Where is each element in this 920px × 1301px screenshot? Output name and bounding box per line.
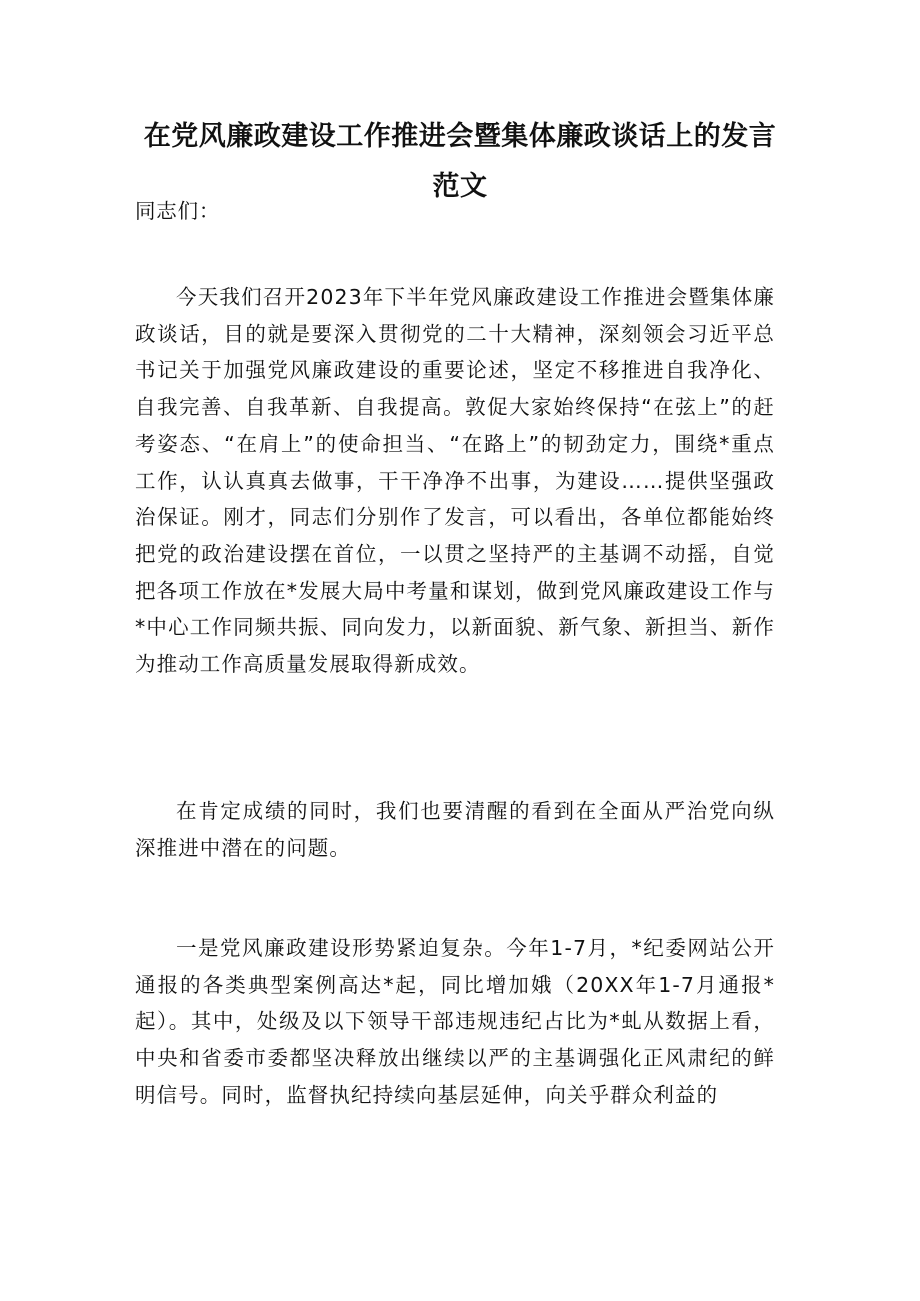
paragraph: 在肯定成绩的同时，我们也要清醒的看到在全面从严治党向纵深推进中潜在的问题。 — [135, 799, 775, 860]
paragraph: 今天我们召开2023年下半年党风廉政建设工作推进会暨集体廉政谈话，目的就是要深入贯彻党的二十大精神，深刻领会习近平总书记关于加强党风廉政建设的重要论述，坚定不移推进自我净化、自我完善、自我革新、自我提高。敦促大家始终保持“在弦上”的赶考姿态、“在肩上”的使命担当、“在路上”的韧劲定力，围绕*重点工作，认认真真去做事，干干净净不出事，为建设……提供坚强政治保证。刚才，同志们分别作了发言，可以看出，各单位都能始终把党的政治建设摆在首位，一以贯之坚持严的主基调不动摇，自觉把各项工作放在*发展大局中考量和谋划，做到党风廉政建设工作与*中心工作同频共振、同向发力，以新面貌、新气象、新担当、新作为推动工作高质量发展取得新成效。 — [135, 285, 775, 677]
document-title: 在党风廉政建设工作推进会暨集体廉政谈话上的发言范文 — [143, 121, 777, 202]
paragraph: 一是党风廉政建设形势紧迫复杂。今年1-7月，*纪委网站公开通报的各类典型案例高达*起，同比增加娥（20XX年1-7月通报*起）。其中，处级及以下领导干部违规违纪占比为*虬从数据上看，中央和省委市委都坚决释放出继续以严的主基调强化正风肃纪的鲜明信号。同时，监督执纪持续向基层延伸，向关乎群众利益的 — [135, 936, 775, 1107]
salutation: 同志们： — [135, 199, 221, 223]
